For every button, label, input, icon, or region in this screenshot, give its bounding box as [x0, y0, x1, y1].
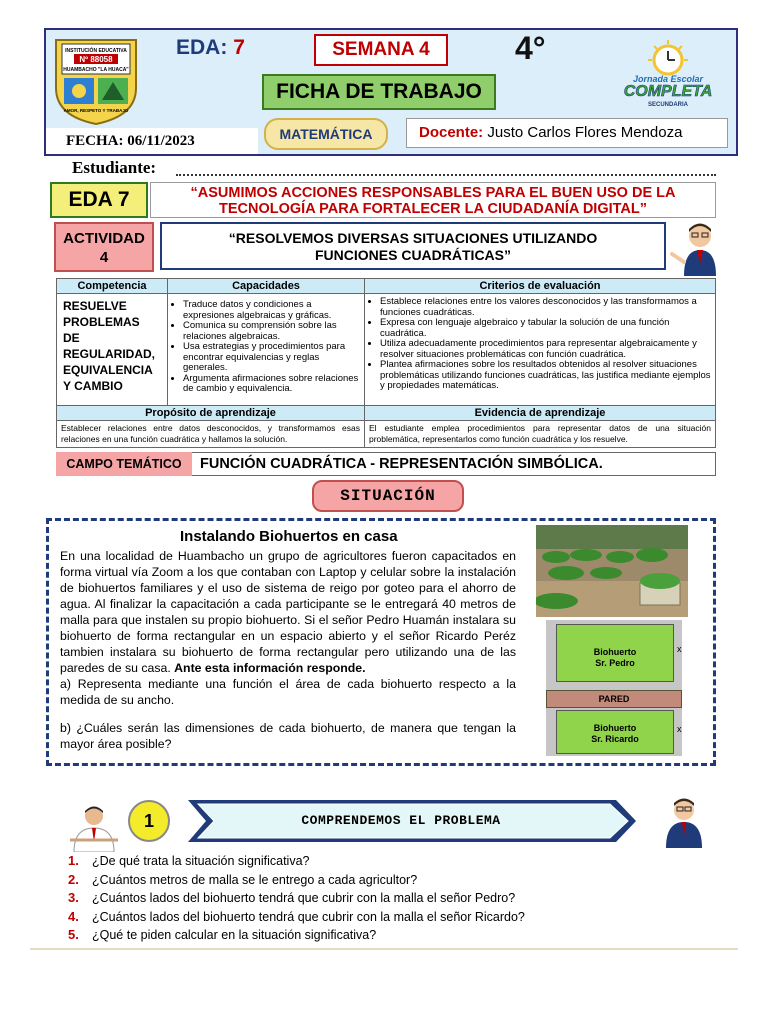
ricardo-width-var: x [677, 724, 682, 734]
garden-photo-icon [536, 525, 688, 617]
campo-tematico-value: FUNCIÓN CUADRÁTICA - REPRESENTACIÓN SIMBÓLICA. [200, 456, 603, 472]
capacidad-item: • Usa estrategias y procedimientos para encontrar equivalencias y reglas generales. [183, 342, 363, 374]
pedro-label-line2: Sr. Pedro [595, 658, 635, 668]
estudiante-label: Estudiante: [72, 158, 157, 177]
criterio-item: • Utiliza adecuadamente procedimientos para representar algebraicamente y resolver situaciones problemáticas con función cuadrática. [380, 339, 714, 360]
ricardo-label-line1: Biohuerto [593, 723, 637, 733]
teacher-avatar-icon [670, 220, 726, 276]
section-title: COMPRENDEMOS EL PROBLEMA [301, 813, 501, 828]
materia-badge: MATEMÁTICA [264, 118, 388, 150]
competencias-header-row [57, 279, 716, 294]
question-number: 2. [68, 871, 79, 887]
eda-label [176, 36, 245, 60]
logo-name-text: HUAMBACHO "LA HUACA" [63, 67, 129, 73]
competencias-body-row [57, 294, 716, 406]
question-b: b) ¿Cuáles serán las dimensiones de cada biohuerto, de manera que tengan la mayor área posible? [60, 721, 516, 751]
fecha-label: FECHA: 06/11/2023 [46, 128, 258, 154]
eda-title-line1: “ASUMIMOS ACCIONES RESPONSABLES PARA EL BUEN USO DE LA [190, 185, 676, 201]
ricardo-biohuerto-rect [556, 710, 674, 754]
grado-label: 4° [515, 30, 546, 66]
list-item [68, 926, 525, 945]
list-item [68, 871, 525, 890]
docente-label: Docente: [419, 124, 484, 141]
situacion-paragraph [60, 548, 516, 676]
capacidad-item: • Argumenta afirmaciones sobre relaciones de cambio y equivalencia. [183, 374, 363, 395]
question-text: ¿Cuántos metros de malla se le entrego a cada agricultor? [92, 872, 418, 887]
situacion-text [60, 548, 516, 758]
eda-title-line2: TECNOLOGÍA PARA FORTALECER LA CIUDADANÍA DIGITAL” [219, 201, 647, 217]
logo-motto-text: AMOR, RESPETO Y TRABAJO [63, 108, 129, 113]
actividad-number: 4 [99, 249, 109, 266]
situacion-title: Instalando Biohuertos en casa [180, 528, 398, 545]
estudiante-name-field[interactable] [176, 160, 716, 176]
competencia-line: Y CAMBIO [63, 379, 123, 393]
competencia-line: REGULARIDAD, [63, 347, 155, 361]
question-text: ¿De qué trata la situación significativa? [92, 854, 310, 868]
capacidad-item: • Traduce datos y condiciones a expresiones algebraicas y gráficas. [183, 300, 363, 321]
criterio-item: • Plantea afirmaciones sobre los resultados obtenidos al resolver situaciones problemáticas utilizando funciones cuadráticas, las justifica mediante ejemplos y propiedades matemáticas. [380, 360, 714, 392]
competencia-line: RESUELVE [63, 299, 127, 313]
semana-badge: SEMANA 4 [314, 34, 448, 66]
docente-name: Justo Carlos Flores Mendoza [487, 124, 683, 141]
actividad-title-line2: FUNCIONES CUADRÁTICAS” [315, 247, 511, 263]
eda-label-text: EDA: [176, 36, 228, 59]
question-text: ¿Cuántos lados del biohuerto tendrá que cubrir con la malla el señor Pedro? [92, 891, 516, 905]
competencia-line: PROBLEMAS [63, 315, 140, 329]
pedro-label-line1: Biohuerto [593, 647, 637, 657]
campo-tematico-label: CAMPO TEMÁTICO [56, 452, 192, 476]
eda-number: 7 [233, 36, 245, 59]
proposito-body-row [57, 421, 716, 448]
header-criterios: Criterios de evaluación [365, 279, 716, 294]
actividad-title-line1: “RESOLVEMOS DIVERSAS SITUACIONES UTILIZANDO [228, 230, 598, 246]
question-text: ¿Qué te piden calcular en la situación significativa? [92, 928, 377, 942]
header-competencia: Competencia [57, 279, 168, 294]
section-number-badge: 1 [128, 800, 170, 842]
list-item [68, 908, 525, 927]
proposito-header: Propósito de aprendizaje [57, 406, 365, 421]
jornada-line3: SECUNDARIA [647, 102, 689, 108]
actividad-label: ACTIVIDAD [63, 230, 145, 247]
eda-title [150, 182, 716, 218]
situacion-main-text: En una localidad de Huambacho un grupo de agricultores fueron capacitados en forma virtual vía Zoom a los que contaban con Laptop y celular sobre la instalación de biohuertos familiares y el uso de sistema de reigo por goteo para el ahorro de agua. Al finalizar la capacitación a cada participante se le entregará 40 metros de malla para que instalen su propio biohuerto. Si el señor Pedro Huamán instalara su biohuerto de forma rectangular en un espacio abierto y el señor Ricardo Peréz tambien instalara su biohuerto de forma rectangular pero utilizando una de las paredes de su casa. [60, 549, 516, 675]
actividad-title [160, 222, 666, 270]
question-text: ¿Cuántos lados del biohuerto tendrá que cubrir con la malla el señor Ricardo? [92, 909, 525, 924]
question-number: 4. [68, 908, 79, 924]
eda-badge: EDA 7 [50, 182, 148, 218]
competencia-line: EQUIVALENCIA [63, 363, 153, 377]
header-capacidades: Capacidades [168, 279, 365, 294]
ficha-title: FICHA DE TRABAJO [262, 74, 496, 110]
competencias-table [56, 278, 716, 448]
situacion-bold-text: Ante esta información responde. [174, 661, 366, 675]
criterios-cell [365, 294, 716, 406]
capacidades-cell [168, 294, 365, 406]
list-item [68, 852, 525, 871]
pared-label: PARED [546, 690, 682, 708]
list-item [68, 889, 525, 908]
question-number: 5. [68, 927, 79, 942]
evidencia-header: Evidencia de aprendizaje [365, 406, 716, 421]
pedro-width-var: x [677, 644, 682, 654]
logo-number-text: Nº 88058 [79, 55, 113, 64]
situacion-badge: SITUACIÓN [312, 480, 464, 512]
capacidad-item: • Comunica su comprensión sobre las relaciones algebraicas. [183, 321, 363, 342]
ricardo-label-line2: Sr. Ricardo [591, 734, 639, 744]
actividad-badge [54, 222, 154, 272]
jornada-line1: Jornada Escolar [632, 74, 704, 84]
school-logo-icon [50, 34, 142, 128]
teacher-avatar-icon [660, 796, 708, 848]
footer-divider [30, 948, 738, 950]
evidencia-text: El estudiante emplea procedimientos para representar datos de una situación problemática, representarlos como función cuadrática y los resuelve. [365, 421, 716, 448]
question-number: 1. [68, 853, 79, 868]
jornada-line2: COMPLETA [623, 83, 713, 100]
criterio-item: • Expresa con lenguaje algebraico y tabular la solución de una función cuadrática. [380, 318, 714, 339]
criterio-item: • Establece relaciones entre los valores desconocidos y las transformamos a funciones cuadráticas. [380, 297, 714, 318]
competencia-line: DE [63, 331, 80, 345]
student-avatar-icon [66, 804, 122, 852]
questions-list [68, 852, 525, 945]
competencia-cell [57, 294, 168, 406]
proposito-header-row [57, 406, 716, 421]
jornada-completa-logo-icon [612, 38, 724, 110]
question-number: 3. [68, 890, 79, 905]
logo-top-text: INSTITUCIÓN EDUCATIVA [65, 48, 127, 54]
pedro-biohuerto-rect [556, 624, 674, 682]
proposito-text: Establecer relaciones entre datos desconocidos, y transformamos esas relaciones en una función cuadrática y hallamos la solución. [57, 421, 365, 448]
question-a: a) Representa mediante una función el área de cada biohuerto respecto a la medida de su ancho. [60, 677, 516, 707]
docente-box [406, 118, 728, 148]
